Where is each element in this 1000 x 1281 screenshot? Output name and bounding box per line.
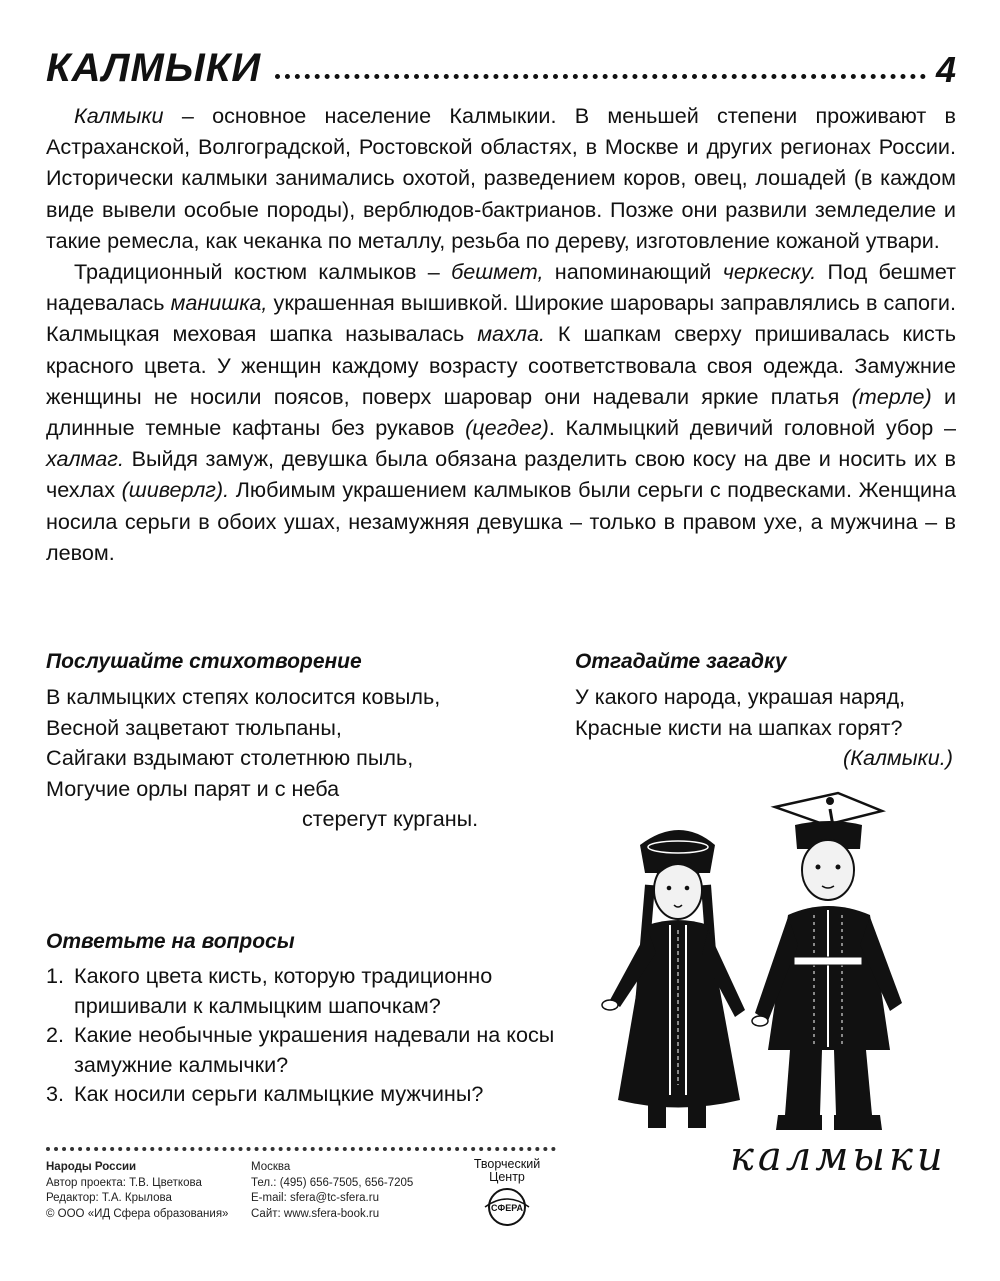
question-number: 2. bbox=[46, 1022, 65, 1047]
italic-term: махла. bbox=[477, 321, 545, 347]
footer-line: E-mail: sfera@tc-sfera.ru bbox=[251, 1192, 379, 1204]
riddle-line: У какого народа, украшая наряд, bbox=[575, 684, 906, 709]
question-item bbox=[46, 1020, 566, 1079]
text-run: и длинные темные кафтаны без рукавов bbox=[46, 383, 963, 441]
question-text: Какие необычные украшения надевали на косы замужние калмычки? bbox=[74, 1022, 555, 1077]
italic-term: Калмыки bbox=[74, 103, 164, 128]
poem-heading: Послушайте стихотворение bbox=[46, 650, 362, 673]
footer-line: Москва bbox=[251, 1161, 291, 1173]
footer-divider bbox=[46, 1147, 556, 1151]
footer-line: Автор проекта: Т.В. Цветкова bbox=[46, 1176, 202, 1189]
publisher-logo bbox=[456, 1158, 558, 1228]
paragraph-2 bbox=[46, 256, 963, 568]
text-run: . Калмыцкий девичий головной убор – bbox=[548, 415, 962, 441]
logo-icon bbox=[477, 1186, 537, 1228]
question-text: Как носили серьги калмыцкие мужчины? bbox=[74, 1081, 484, 1106]
poem-line: стерегут курганы. bbox=[302, 806, 479, 831]
paragraph-1 bbox=[46, 100, 962, 256]
riddle-heading: Отгадайте загадку bbox=[575, 650, 787, 673]
question-text: Какого цвета кисть, которую традиционно пришивали к калмыцким шапочкам? bbox=[74, 963, 493, 1018]
question-number: 3. bbox=[46, 1081, 65, 1106]
footer-credits bbox=[46, 1160, 228, 1222]
italic-term: черкеску. bbox=[722, 259, 817, 285]
man-figure bbox=[752, 793, 902, 1130]
footer-contacts bbox=[251, 1160, 413, 1222]
footer-line: © ООО «ИД Сфера образования» bbox=[46, 1207, 229, 1220]
questions-list bbox=[46, 961, 566, 1109]
poem-lines bbox=[46, 682, 478, 835]
illustration-caption: калмыки bbox=[730, 1134, 947, 1180]
text-run: напоминающий bbox=[543, 259, 723, 285]
logo-text: Творческий Центр bbox=[473, 1157, 541, 1184]
poem-line: В калмыцких степях колосится ковыль, bbox=[46, 684, 441, 709]
text-run: Традиционный костюм калмыков – bbox=[74, 259, 452, 285]
footer-line: Редактор: Т.А. Крылова bbox=[46, 1192, 172, 1204]
main-text bbox=[46, 100, 963, 568]
text-run: – основное население Калмыкии. В меньшей степени проживают в Астраханской, Волгоградской, Ростовской областях, в Москве и других регионах России. Исторически калмыки занимались охотой, разведением коров, овец, лошадей (в каждом виде вывели особые породы), верблюдов-бактрианов. Позже они развили земледелие и такие ремесла, как чеканка по металлу, резьба по дереву, изготовление кожаной утвари. bbox=[46, 103, 962, 253]
footer-line: Тел.: (495) 656-7505, 656-7205 bbox=[251, 1176, 414, 1189]
page-header bbox=[46, 38, 956, 88]
page-number: 4 bbox=[935, 49, 956, 90]
poem-line: Весной зацветают тюльпаны, bbox=[46, 714, 342, 740]
italic-term: (шиверлг). bbox=[121, 477, 230, 503]
text-run: украшенная вышивкой. Широкие шаровары заправлялись в сапоги. Калмыцкая меховая шапка называлась bbox=[46, 290, 962, 347]
text-run: К шапкам сверху пришивалась кисть красного цвета. У женщин каждому возрасту соответствовала своя одежда. Замужние женщины не носили поясов, поверх шаровар они надевали яркие платья bbox=[46, 321, 962, 409]
footer-series: Народы России bbox=[46, 1161, 137, 1173]
text-run: Любимым украшением калмыков были серьги с подвесками. Женщина носила серьги в обоих ушах, незамужняя девушка – только в правом ухе, а мужчина – в левом. bbox=[46, 477, 962, 565]
italic-term: (терле) bbox=[851, 383, 932, 409]
logo-mark: СФЕРА bbox=[491, 1203, 523, 1213]
poem-line: Могучие орлы парят и с неба bbox=[46, 775, 340, 801]
italic-term: бешмет, bbox=[451, 259, 544, 285]
italic-term: (цегдег) bbox=[465, 415, 549, 441]
footer-line: Сайт: www.sfera-book.ru bbox=[251, 1207, 380, 1220]
title-leader-dots bbox=[275, 74, 926, 79]
question-item bbox=[46, 961, 566, 1020]
italic-term: манишка, bbox=[170, 290, 268, 316]
riddle-text bbox=[575, 682, 953, 774]
questions-heading: Ответьте на вопросы bbox=[46, 930, 295, 953]
question-number: 1. bbox=[46, 963, 65, 988]
question-item bbox=[46, 1079, 566, 1109]
poem-line: Сайгаки вздымают столетнюю пыль, bbox=[46, 745, 414, 770]
italic-term: халмаг. bbox=[46, 446, 124, 472]
text-run: Под бешмет надевалась bbox=[46, 259, 962, 316]
woman-figure bbox=[602, 830, 745, 1128]
riddle-answer: (Калмыки.) bbox=[843, 745, 953, 770]
costume-illustration bbox=[590, 785, 960, 1185]
riddle-line: Красные кисти на шапках горят? bbox=[575, 714, 903, 740]
page-title: КАЛМЫКИ bbox=[46, 46, 262, 90]
text-run: Выйдя замуж, девушка была обязана разделить свою косу на две и носить их в чехлах bbox=[46, 446, 962, 503]
